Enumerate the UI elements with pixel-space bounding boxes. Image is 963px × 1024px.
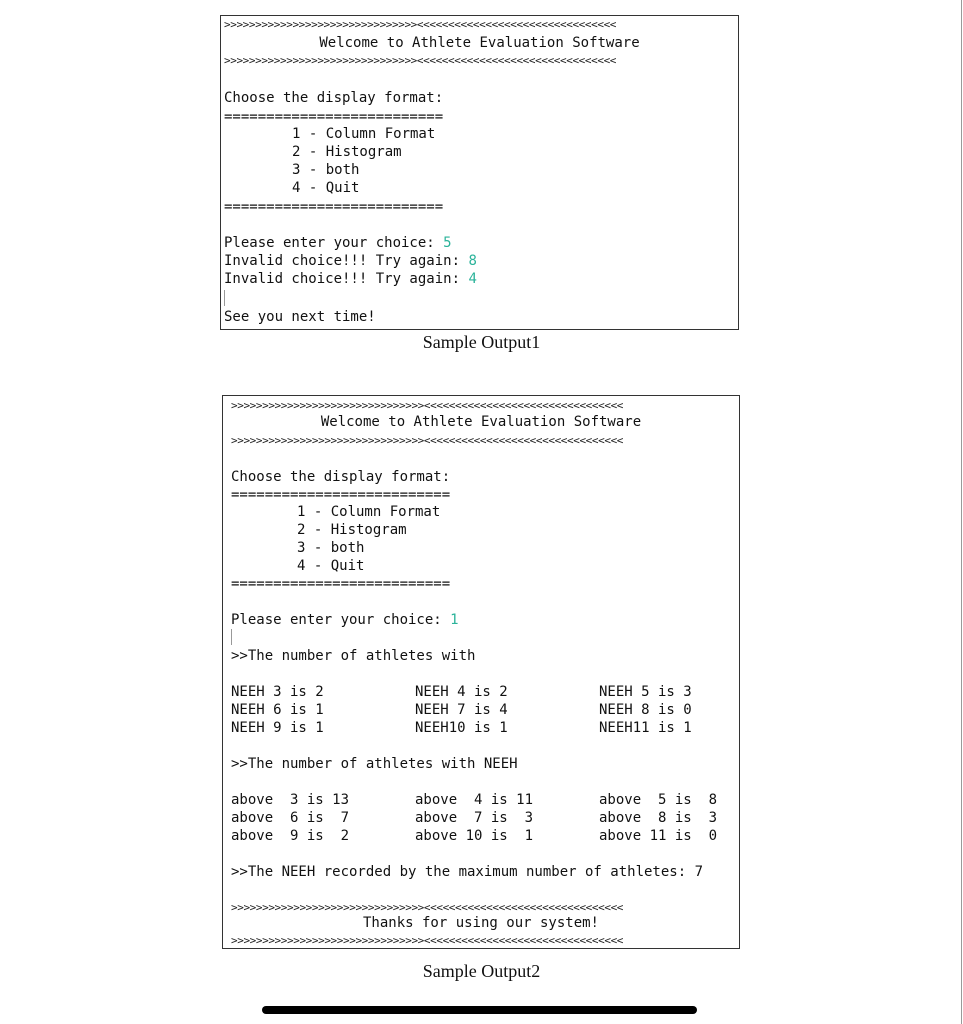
page-edge (961, 0, 962, 1024)
menu-item-both: 3 - both (297, 540, 365, 556)
table-cell: above 6 is 7 (231, 810, 350, 826)
table-cell: above 8 is 3 (599, 810, 718, 826)
user-input: 4 (468, 271, 477, 287)
console-output-1 (220, 15, 739, 330)
home-indicator[interactable] (262, 1006, 697, 1014)
table-cell: NEEH 7 is 4 (415, 702, 508, 718)
choice-prompt: Please enter your choice: 1 (231, 612, 459, 628)
section-header-neeh-counts: >>The number of athletes with (231, 648, 476, 664)
menu-item-quit: 4 - Quit (297, 558, 365, 574)
table-cell: NEEH 5 is 3 (599, 684, 692, 700)
caption-sample-output-1: Sample Output1 (422, 332, 541, 352)
menu-item-both: 3 - both (292, 162, 360, 178)
arrow-banner-bottom: >>>>>>>>>>>>>>>>>>>>>>>>>>>>>>><<<<<<<<<<<<<<<<<<<<<<<<<<<<<<<< (224, 54, 617, 67)
table-cell: above 11 is 0 (599, 828, 718, 844)
menu-separator-top: ========================== (224, 109, 444, 125)
thanks-message: Thanks for using our system! (362, 915, 599, 931)
menu-item-quit: 4 - Quit (292, 180, 360, 196)
table-cell: above 10 is 1 (415, 828, 534, 844)
table-cell: above 4 is 11 (415, 792, 534, 808)
user-input: 1 (450, 612, 459, 628)
menu-item-histogram: 2 - Histogram (297, 522, 407, 538)
menu-separator-bottom: ========================== (231, 576, 451, 592)
section-header-above-counts: >>The number of athletes with NEEH (231, 756, 518, 772)
table-cell: NEEH11 is 1 (599, 720, 692, 736)
user-input: 5 (443, 235, 452, 251)
caption-sample-output-2: Sample Output2 (422, 961, 541, 981)
menu-item-column-format: 1 - Column Format (292, 126, 436, 142)
menu-item-histogram: 2 - Histogram (292, 144, 402, 160)
menu-title: Choose the display format: (224, 90, 444, 106)
table-cell: NEEH 8 is 0 (599, 702, 692, 718)
arrow-banner-top: >>>>>>>>>>>>>>>>>>>>>>>>>>>>>>><<<<<<<<<<<<<<<<<<<<<<<<<<<<<<<< (231, 901, 624, 914)
table-cell: NEEH10 is 1 (415, 720, 508, 736)
max-neeh-line: >>The NEEH recorded by the maximum number of athletes: 7 (231, 864, 704, 880)
table-cell: above 5 is 8 (599, 792, 718, 808)
goodbye-message: See you next time! (224, 309, 376, 325)
menu-item-column-format: 1 - Column Format (297, 504, 441, 520)
arrow-banner-top: >>>>>>>>>>>>>>>>>>>>>>>>>>>>>>><<<<<<<<<<<<<<<<<<<<<<<<<<<<<<<< (224, 18, 617, 31)
menu-separator-top: ========================== (231, 487, 451, 503)
user-input: 8 (468, 253, 477, 269)
table-cell: above 3 is 13 (231, 792, 350, 808)
welcome-title: Welcome to Athlete Evaluation Software (319, 35, 640, 51)
table-cell: NEEH 9 is 1 (231, 720, 324, 736)
welcome-title: Welcome to Athlete Evaluation Software (320, 414, 642, 430)
menu-title: Choose the display format: (231, 469, 451, 485)
text-cursor (231, 629, 232, 645)
arrow-banner-bottom: >>>>>>>>>>>>>>>>>>>>>>>>>>>>>>><<<<<<<<<<<<<<<<<<<<<<<<<<<<<<<< (231, 434, 624, 447)
arrow-banner-bottom: >>>>>>>>>>>>>>>>>>>>>>>>>>>>>>><<<<<<<<<<<<<<<<<<<<<<<<<<<<<<<< (231, 934, 624, 947)
table-cell: above 7 is 3 (415, 810, 534, 826)
table-cell: NEEH 6 is 1 (231, 702, 324, 718)
invalid-choice-line: Invalid choice!!! Try again: 8 (224, 253, 477, 269)
choice-prompt: Please enter your choice: 5 (224, 235, 452, 251)
text-cursor (224, 290, 225, 306)
table-cell: NEEH 3 is 2 (231, 684, 324, 700)
table-cell: NEEH 4 is 2 (415, 684, 508, 700)
arrow-banner-top: >>>>>>>>>>>>>>>>>>>>>>>>>>>>>>><<<<<<<<<<<<<<<<<<<<<<<<<<<<<<<< (231, 399, 624, 412)
invalid-choice-line: Invalid choice!!! Try again: 4 (224, 271, 477, 287)
console-output-2 (222, 395, 740, 949)
menu-separator-bottom: ========================== (224, 199, 444, 215)
table-cell: above 9 is 2 (231, 828, 350, 844)
